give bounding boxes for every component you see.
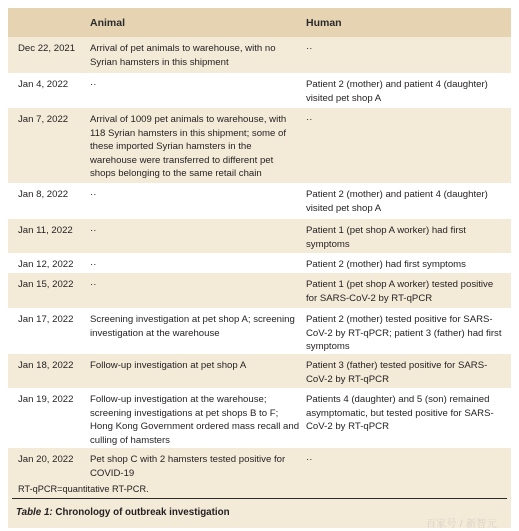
table-row <box>8 253 511 273</box>
animal-cell: Screening investigation at pet shop A; screening investigation at the warehouse <box>90 314 295 339</box>
date-cell: Jan 20, 2022 <box>18 454 74 465</box>
animal-cell: ·· <box>90 279 97 290</box>
table-header <box>8 8 511 37</box>
human-column-header: Human <box>306 17 342 29</box>
table-caption <box>16 507 230 518</box>
date-cell: Jan 8, 2022 <box>18 189 69 200</box>
human-cell: ·· <box>306 114 313 125</box>
date-cell: Jan 17, 2022 <box>18 314 74 325</box>
animal-cell: Arrival of pet animals to warehouse, with no Syrian hamsters in this shipment <box>90 43 276 68</box>
human-cell: Patients 4 (daughter) and 5 (son) remained asymptomatic, but tested positive for SARS-CoV-2 by RT-qPCR <box>306 394 494 433</box>
table-row <box>8 37 511 73</box>
animal-cell: Arrival of 1009 pet animals to warehouse, with 118 Syrian hamsters in this shipment; some of these imported Syrian hamsters in the warehouse were transferred to different pet shops belonging to the same retail chain <box>90 114 287 180</box>
date-cell: Jan 18, 2022 <box>18 360 74 371</box>
table-row <box>8 388 511 448</box>
date-cell: Dec 22, 2021 <box>18 43 76 54</box>
animal-cell: Follow-up investigation at the warehouse; screening investigations at pet shops B to F; Hong Kong Government ordered mass recall and culling of hamsters <box>90 394 300 446</box>
human-cell: Patient 2 (mother) and patient 4 (daughter) visited pet shop A <box>306 79 488 104</box>
table-panel <box>8 8 511 528</box>
animal-cell: ·· <box>90 225 97 236</box>
date-cell: Jan 12, 2022 <box>18 259 74 270</box>
watermark: 百家号 / 新智元 <box>425 519 497 530</box>
table-row <box>8 108 511 183</box>
animal-cell: ·· <box>90 259 97 270</box>
human-cell: Patient 1 (pet shop A worker) tested positive for SARS-CoV-2 by RT-qPCR <box>306 279 494 304</box>
table-row <box>8 183 511 219</box>
caption-text: Chronology of outbreak investigation <box>55 507 230 518</box>
animal-cell: ·· <box>90 189 97 200</box>
table-row <box>8 273 511 308</box>
human-cell: Patient 2 (mother) tested positive for SARS-CoV-2 by RT-qPCR; patient 3 (father) had first symptoms <box>306 314 502 353</box>
human-cell: ·· <box>306 43 313 54</box>
human-cell: Patient 2 (mother) and patient 4 (daughter) visited pet shop A <box>306 189 488 214</box>
date-cell: Jan 11, 2022 <box>18 225 73 236</box>
animal-column-header: Animal <box>90 17 126 29</box>
animal-cell: Pet shop C with 2 hamsters tested positive for COVID-19 <box>90 454 286 479</box>
human-cell: Patient 2 (mother) had first symptoms <box>306 259 466 270</box>
human-cell: Patient 3 (father) tested positive for SARS-CoV-2 by RT-qPCR <box>306 360 488 385</box>
table-row <box>8 448 511 478</box>
caption-label: Table 1: <box>16 507 53 518</box>
table-row <box>8 219 511 253</box>
human-cell: Patient 1 (pet shop A worker) had first symptoms <box>306 225 466 250</box>
date-cell: Jan 4, 2022 <box>18 79 69 90</box>
date-cell: Jan 19, 2022 <box>18 394 74 405</box>
caption-divider <box>12 498 507 499</box>
table-row <box>8 73 511 108</box>
table-row <box>8 354 511 388</box>
animal-cell: Follow-up investigation at pet shop A <box>90 360 247 371</box>
table-row <box>8 308 511 354</box>
human-cell: ·· <box>306 454 313 465</box>
animal-cell: ·· <box>90 79 97 90</box>
table-footnote: RT-qPCR=quantitative RT-PCR. <box>18 484 149 494</box>
date-cell: Jan 15, 2022 <box>18 279 74 290</box>
date-cell: Jan 7, 2022 <box>18 114 69 125</box>
